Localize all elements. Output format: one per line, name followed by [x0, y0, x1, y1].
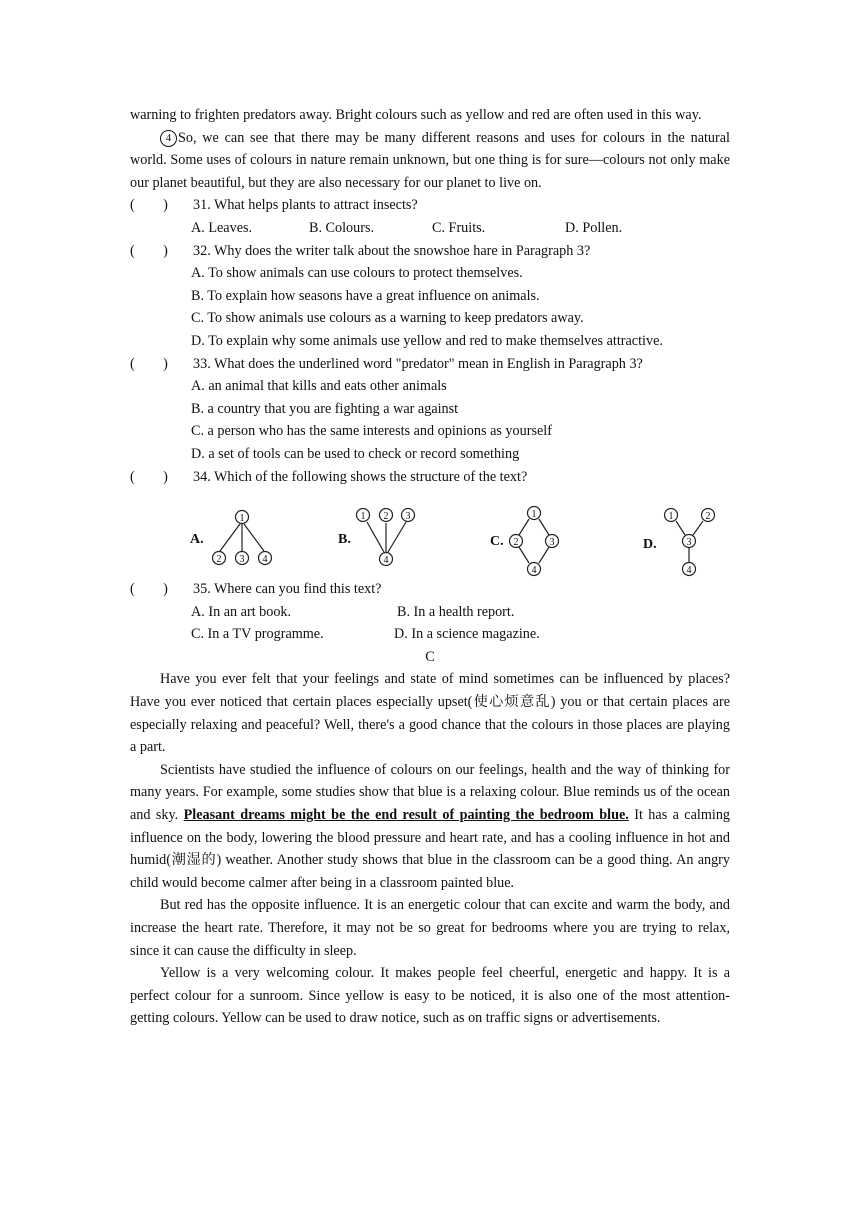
document-content [130, 104, 730, 1030]
paragraph-2-text-before: Scientists have studied the influence of colours on our feelings, health and the way of thinking for many years. For example, some studies show that blue is a relaxing colour. Blue reminds us of the ocean and sky. [130, 761, 730, 824]
answer-blank[interactable]: ( ) [130, 468, 168, 485]
option-d: D. a set of tools can be used to check or record something [191, 445, 520, 462]
diagram-a-label: A. [190, 532, 204, 548]
option-b: B. a country that you are fighting a war against [191, 400, 459, 417]
option-c: C. In a TV programme. [191, 626, 324, 643]
diagram-d-label: D. [643, 537, 657, 553]
diagram-c-node-4: 4 [531, 565, 537, 577]
diagram-d-node-1: 1 [668, 511, 674, 523]
question-stem: 32. Why does the writer talk about the snowshoe hare in Paragraph 3? [193, 242, 591, 259]
passage-c-paragraph-2 [130, 759, 730, 895]
diagram-a-node-4: 4 [262, 554, 268, 566]
diagram-d-node-4: 4 [686, 565, 692, 577]
question-stem: 33. What does the underlined word "predator" mean in English in Paragraph 3? [193, 355, 643, 372]
option-c: C. To show animals use colours as a warning to keep predators away. [191, 310, 584, 327]
diagram-b-node-2: 2 [383, 511, 389, 523]
question-31-options [130, 217, 730, 240]
answer-blank[interactable]: ( ) [130, 242, 168, 259]
option-c: C. a person who has the same interests and opinions as yourself [191, 423, 552, 440]
diagram-d-node-3: 3 [686, 537, 692, 549]
diagram-c-node-2: 2 [513, 537, 519, 549]
answer-blank[interactable]: ( ) [130, 197, 168, 214]
option-b: B. Colours. [309, 219, 375, 236]
question-35-options-row-2 [130, 623, 730, 646]
passage-c-paragraph-1: Have you ever felt that your feelings and state of mind sometimes can be influenced by places? Have you ever noticed that certain places especially upset(使心烦意乱) you or that certain places are especially relaxing and peaceful? Well, there's a good chance that the colours in those places are playing a part. [130, 671, 730, 756]
underlined-sentence: Pleasant dreams might be the end result of painting the bedroom blue. [183, 807, 629, 824]
option-a: A. To show animals can use colours to protect themselves. [191, 265, 523, 282]
diagram-a-node-2: 2 [216, 554, 222, 566]
paragraph-continued: warning to frighten predators away. Bright colours such as yellow and red are often used in this way. [130, 107, 702, 123]
diagram-a-node-1: 1 [239, 513, 245, 525]
option-d: D. In a science magazine. [394, 626, 540, 643]
diagram-a-node-3: 3 [239, 554, 245, 566]
passage-c-paragraph-4: Yellow is a very welcoming colour. It makes people feel cheerful, energetic and happy. It is a perfect colour for a sunroom. Since yellow is easy to be noticed, it is also one of the most attention-getting colours. Yellow can be used to draw notice, such as on traffic signs or advertisements. [130, 965, 730, 1027]
structure-diagrams [130, 490, 730, 578]
question-stem: 35. Where can you find this text? [193, 581, 382, 598]
question-stem: 34. Which of the following shows the structure of the text? [193, 468, 528, 485]
question-31 [130, 194, 730, 217]
diagram-b-node-4: 4 [383, 555, 389, 567]
diagram-b-node-1: 1 [360, 511, 366, 523]
option-b: B. To explain how seasons have a great influence on animals. [191, 287, 540, 304]
answer-blank[interactable]: ( ) [130, 581, 168, 598]
option-a: A. an animal that kills and eats other animals [191, 378, 447, 395]
paragraph-marker-4: 4 [160, 130, 177, 147]
diagram-c-node-1: 1 [531, 509, 537, 521]
option-a: A. Leaves. [191, 219, 253, 236]
paragraph-2-text-after: It has a calming influence on the body, lowering the blood pressure and heart rate, and has a cooling influence in hot and humid(潮湿的) weather. Another study shows that blue in the classroom can be a good thing. An angry child would become calmer after being in a classroom painted blue. [130, 807, 731, 891]
option-d: D. Pollen. [565, 219, 623, 236]
option-a: A. In an art book. [191, 603, 292, 620]
question-33 [130, 353, 730, 376]
paragraph-4-text: So, we can see that there may be many different reasons and uses for colours in the natural world. Some uses of colours in nature remain unknown, but one thing is for sure—colours not only make our planet beautiful, but they are also necessary for our planet to live on. [130, 129, 730, 191]
question-32 [130, 240, 730, 263]
diagram-b-node-3: 3 [405, 511, 411, 523]
answer-blank[interactable]: ( ) [130, 355, 168, 372]
option-c: C. Fruits. [432, 219, 486, 236]
question-35 [130, 578, 730, 601]
passage-c-paragraph-3: But red has the opposite influence. It is an energetic colour that can excite and warm the body, and increase the heart rate. Therefore, it may not be so great for bedrooms where you are trying to relax, since it can cause the difficulty in sleep. [130, 897, 730, 959]
diagram-c-node-3: 3 [549, 537, 555, 549]
diagram-d-node-2: 2 [705, 511, 711, 523]
option-d: D. To explain why some animals use yellow and red to make themselves attractive. [191, 332, 663, 349]
section-heading-c: C [425, 648, 435, 665]
diagram-c-label: C. [490, 534, 504, 550]
question-34 [130, 466, 730, 489]
question-35-options-row-1 [130, 601, 730, 624]
question-stem: 31. What helps plants to attract insects? [193, 197, 418, 214]
paragraph-4 [130, 127, 730, 195]
diagram-b-label: B. [338, 532, 351, 548]
structure-diagrams-svg [130, 490, 730, 578]
option-b: B. In a health report. [397, 603, 515, 620]
